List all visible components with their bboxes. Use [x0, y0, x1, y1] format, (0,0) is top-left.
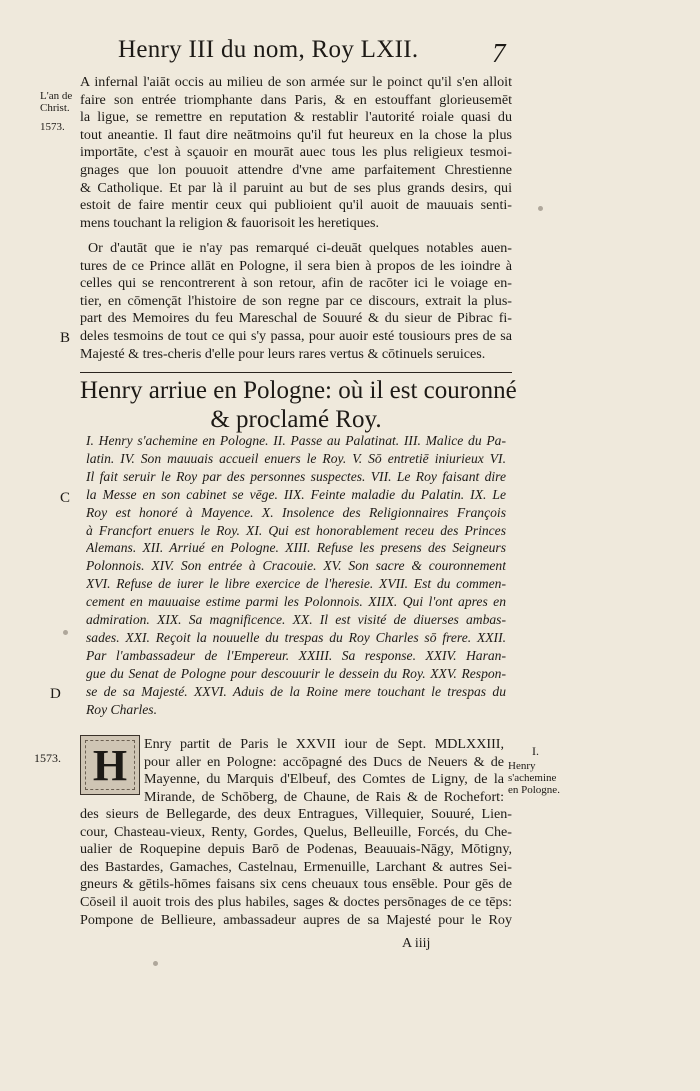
- text-line: estoit de faire mentir ceux qui publioient qu'il auoit de mauuais senti-: [80, 197, 512, 214]
- narrative-opening: [144, 736, 504, 806]
- text-line: deles tesmoins de tout ce qui s'y passa, pour auoir esté tousiours pres de sa: [80, 327, 512, 344]
- heading-line: Henry arriue en Pologne: où il est couronné: [80, 377, 517, 404]
- ink-spot: [63, 630, 68, 635]
- initial-ornament: [85, 740, 135, 790]
- margin-year-narrative: 1573.: [34, 751, 61, 765]
- summary-line: la Messe en son cabinet se vēge. IIX. Feinte maladie du Palatin. IX. Le: [86, 486, 506, 502]
- text-line: Majesté & tres-cheris d'elle pour leurs rares vertus & cōtinuels seruices.: [80, 345, 486, 362]
- text-line: & Catholique. Et par là il paruint au but de ses plus grands desirs, qui: [80, 179, 512, 196]
- text-line: importāte, c'est à sçauoir en mourāt auec tous les plus religieux tesmoi-: [80, 144, 512, 161]
- page-number: 7: [492, 38, 506, 68]
- summary-line: sades. XXI. Reçoit la nouuelle du trespas du Roy Charles sō frere. XXII.: [86, 629, 506, 645]
- text-line: A infernal l'aiāt occis au milieu de son armée sur le poinct qu'il s'en alloit: [80, 74, 512, 90]
- text-line: part des Memoires du feu Mareschal de Souuré & du sieur de Pibrac fi-: [80, 310, 512, 327]
- summary-line: à Francfort enuers le Roy. XI. Qui est honorablement receu des Princes: [86, 522, 506, 538]
- text-line: faire son entrée triomphante dans Paris, & en estouffant glorieusemēt: [80, 91, 512, 108]
- summary-line: Il fait seruir le Roy par des personnes suspectes. VII. Le Roy faisant dire: [86, 468, 506, 484]
- text-line: tures de ce Prince allāt en Pologne, il sera bien à propos de les ioindre à: [80, 257, 512, 274]
- summary-line: se de sa Majesté. XXVI. Aduis de la Roine mere touchant le trespas du: [86, 683, 506, 699]
- summary-line: Roy Charles.: [86, 701, 157, 717]
- text-line: mens touchant la religion & fauorisoit les heretiques.: [80, 214, 380, 231]
- second-paragraph: [80, 240, 512, 363]
- summary-line: gue du Senat de Pologne pour descouurir le dessein du Roy. XXV. Respon-: [86, 665, 506, 681]
- drop-cap-letter: H: [92, 740, 128, 790]
- margin-letter-c: C: [60, 490, 71, 506]
- text-line: ualier de Roquepine depuis Barō de Podenas, Beauuais-Nāgy, Mōtigny,: [80, 841, 512, 858]
- summary-line: latin. IV. Son mauuais accueil enuers le Roy. V. Sō entretiē iniurieux VI.: [86, 450, 506, 466]
- margin-letter-d: D: [50, 686, 61, 702]
- section-divider: [80, 372, 512, 373]
- summary-line: cement en mauuaise estime parmi les Polonnois. XIIX. Qui l'ont apres en: [86, 594, 506, 610]
- text-line: gneurs & gētils-hōmes faisans six cens cheuaux tous ensēble. Pour gēs de: [80, 876, 512, 893]
- text-line: pour aller en Pologne: accōpagné des Ducs de Neuers & de: [144, 753, 504, 770]
- text-line: des sieurs de Bellegarde, des deux Entragues, Villequier, Souuré, Lien-: [80, 806, 512, 822]
- text-line: tout aneantie. Il faut dire neātmoins qu'il fut heureux en la chose la plus: [80, 126, 512, 143]
- text-line: cour, Chasteau-vieux, Renty, Gordes, Quelus, Belleuille, Forcés, du Che-: [80, 823, 512, 840]
- side-note: Henry s'achemine en Pologne.: [508, 760, 560, 796]
- ink-spot: [153, 961, 158, 966]
- margin-year-note: L'an de Christ.: [40, 90, 73, 114]
- summary-line: Alemans. XII. Arriué en Pologne. XIII. Refuse les presens des Seigneurs: [86, 540, 506, 556]
- heading-line: & proclamé Roy.: [210, 406, 382, 433]
- narrative-paragraph: [80, 806, 512, 929]
- text-line: des Bastardes, Gamaches, Castelnau, Ermenuille, Larchant & autres Sei-: [80, 858, 512, 875]
- decorated-initial: [80, 735, 140, 795]
- text-line: Pompone de Bellieure, ambassadeur aupres de sa Majesté pour le Roy: [80, 911, 512, 928]
- summary-line: Roy est honoré à Mayence. X. Insolence des Religionnaires François: [86, 504, 506, 520]
- running-title: Henry III du nom, Roy LXII.: [118, 36, 419, 63]
- margin-year: 1573.: [40, 121, 65, 133]
- text-line: Or d'autāt que ie n'ay pas remarqué ci-deuāt quelques notables auen-: [88, 240, 512, 256]
- summary-line: I. Henry s'achemine en Pologne. II. Passe au Palatinat. III. Malice du Pa-: [86, 433, 506, 448]
- margin-letter-b: B: [60, 330, 71, 346]
- text-line: Cōseil il auoit trois des plus habiles, sages & doctes persōnages de ce tēps:: [80, 893, 512, 910]
- text-line: celles qui se rencontrerent à son retour, afin de racōter ici le voiage en-: [80, 275, 512, 292]
- text-line: la ligue, se remettre en reputation & restablir l'autorité roiale quasi du: [80, 109, 512, 126]
- summary-line: XVI. Refuse de iurer le libre exercice de l'heresie. XVII. Est du commen-: [86, 576, 506, 592]
- text-line: Enry partit de Paris le XXVII iour de Sept. MDLXXIII,: [144, 736, 504, 752]
- text-line: gnages que lon pouuoit attendre d'vne ame parfaitement Chrestienne: [80, 161, 512, 178]
- summary-line: admiration. XIX. Sa magnificence. XX. Il est visité de diuerses ambas-: [86, 612, 506, 628]
- side-note-number: I.: [532, 744, 539, 758]
- chapter-heading: [80, 376, 517, 434]
- text-line: Mirande, de Schōberg, de Chaune, de Rais & de Rochefort:: [144, 788, 504, 805]
- opening-paragraph: [80, 74, 512, 232]
- chapter-summary: [86, 432, 506, 719]
- signature-mark: A iiij: [402, 936, 431, 951]
- summary-line: Par l'ambassadeur de l'Empereur. XXIII. Sa response. XXIV. Haran-: [86, 647, 506, 663]
- ink-spot: [538, 206, 543, 211]
- text-line: tier, en cōmençāt l'histoire de son regne par ce discours, extrait la plus-: [80, 292, 512, 309]
- summary-line: Polonnois. XIV. Son entrée à Cracouie. XV. Son sacre & couronnement: [86, 558, 506, 574]
- text-line: Mayenne, du Marquis d'Elbeuf, des Comtes de Ligny, de la: [144, 771, 504, 788]
